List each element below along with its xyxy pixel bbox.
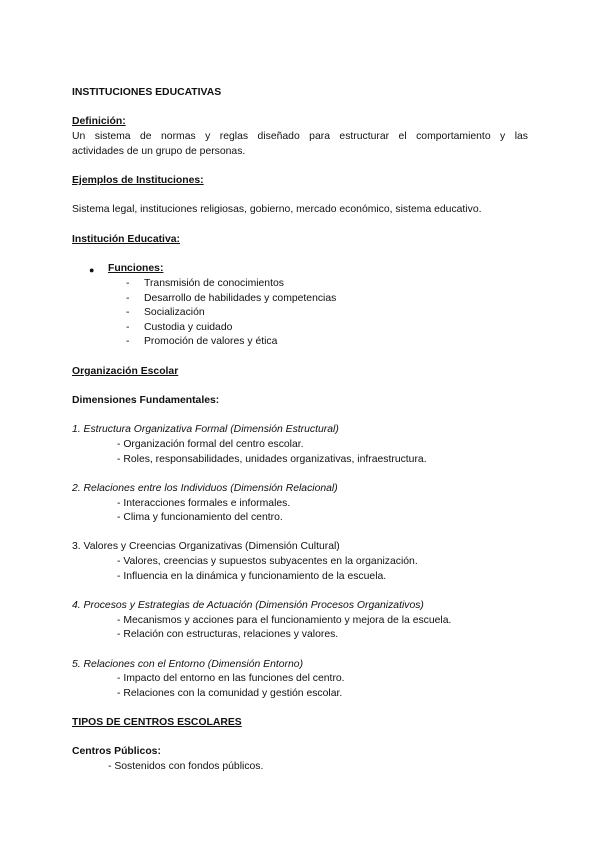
ejemplos-text: Sistema legal, instituciones religiosas, gobierno, mercado económico, sistema educativo. [72,204,482,215]
dimension-item: - Clima y funcionamiento del centro. [117,512,283,523]
dimension-item: - Interacciones formales e informales. [117,498,291,509]
dimension-item: - Relaciones con la comunidad y gestión escolar. [117,688,343,699]
ejemplos-heading: Ejemplos de Instituciones: [72,175,204,186]
funcion-item: Promoción de valores y ética [144,336,278,347]
tipos-heading: TIPOS DE CENTROS ESCOLARES [72,717,242,728]
dimension-item: - Roles, responsabilidades, unidades organizativas, infraestructura. [117,454,427,465]
dimension-item: - Relación con estructuras, relaciones y valores. [117,629,339,640]
funciones-label: Funciones: [108,263,164,274]
dimension-item: - Valores, creencias y supuestos subyacentes en la organización. [117,556,418,567]
funcion-item: Transmisión de conocimientos [144,278,284,289]
dash-marker: - [126,307,130,318]
dash-marker: - [126,278,130,289]
dimensiones-subheading: Dimensiones Fundamentales: [72,395,220,406]
dimension-title: 2. Relaciones entre los Individuos (Dimensión Relacional) [72,483,338,494]
dimension-title: 5. Relaciones con el Entorno (Dimensión Entorno) [72,659,304,670]
definicion-heading: Definición: [72,116,126,127]
centros-publicos-item: - Sostenidos con fondos públicos. [108,761,264,772]
centros-publicos-heading: Centros Públicos: [72,746,161,757]
dimension-title: 4. Procesos y Estrategias de Actuación (Dimensión Procesos Organizativos) [72,600,424,611]
dimension-title: 1. Estructura Organizativa Formal (Dimensión Estructural) [72,424,339,435]
dimension-item: - Mecanismos y acciones para el funcionamiento y mejora de la escuela. [117,615,452,626]
definicion-text-line-1: Un sistema de normas y reglas diseñado para estructurar el comportamiento y las [72,131,528,142]
dimension-item: - Impacto del entorno en las funciones del centro. [117,673,345,684]
dimension-item: - Organización formal del centro escolar. [117,439,304,450]
bullet-icon: ● [89,265,95,275]
organizacion-heading: Organización Escolar [72,366,179,377]
funcion-item: Custodia y cuidado [144,322,233,333]
definicion-text-line-2: actividades de un grupo de personas. [72,146,246,157]
dash-marker: - [126,293,130,304]
funcion-item: Desarrollo de habilidades y competencias [144,293,337,304]
dash-marker: - [126,322,130,333]
document-title: INSTITUCIONES EDUCATIVAS [72,87,222,98]
dimension-item: - Influencia en la dinámica y funcionamiento de la escuela. [117,571,387,582]
dimension-title: 3. Valores y Creencias Organizativas (Dimensión Cultural) [72,541,340,552]
dash-marker: - [126,336,130,347]
institucion-educativa-heading: Institución Educativa: [72,234,180,245]
funcion-item: Socialización [144,307,205,318]
